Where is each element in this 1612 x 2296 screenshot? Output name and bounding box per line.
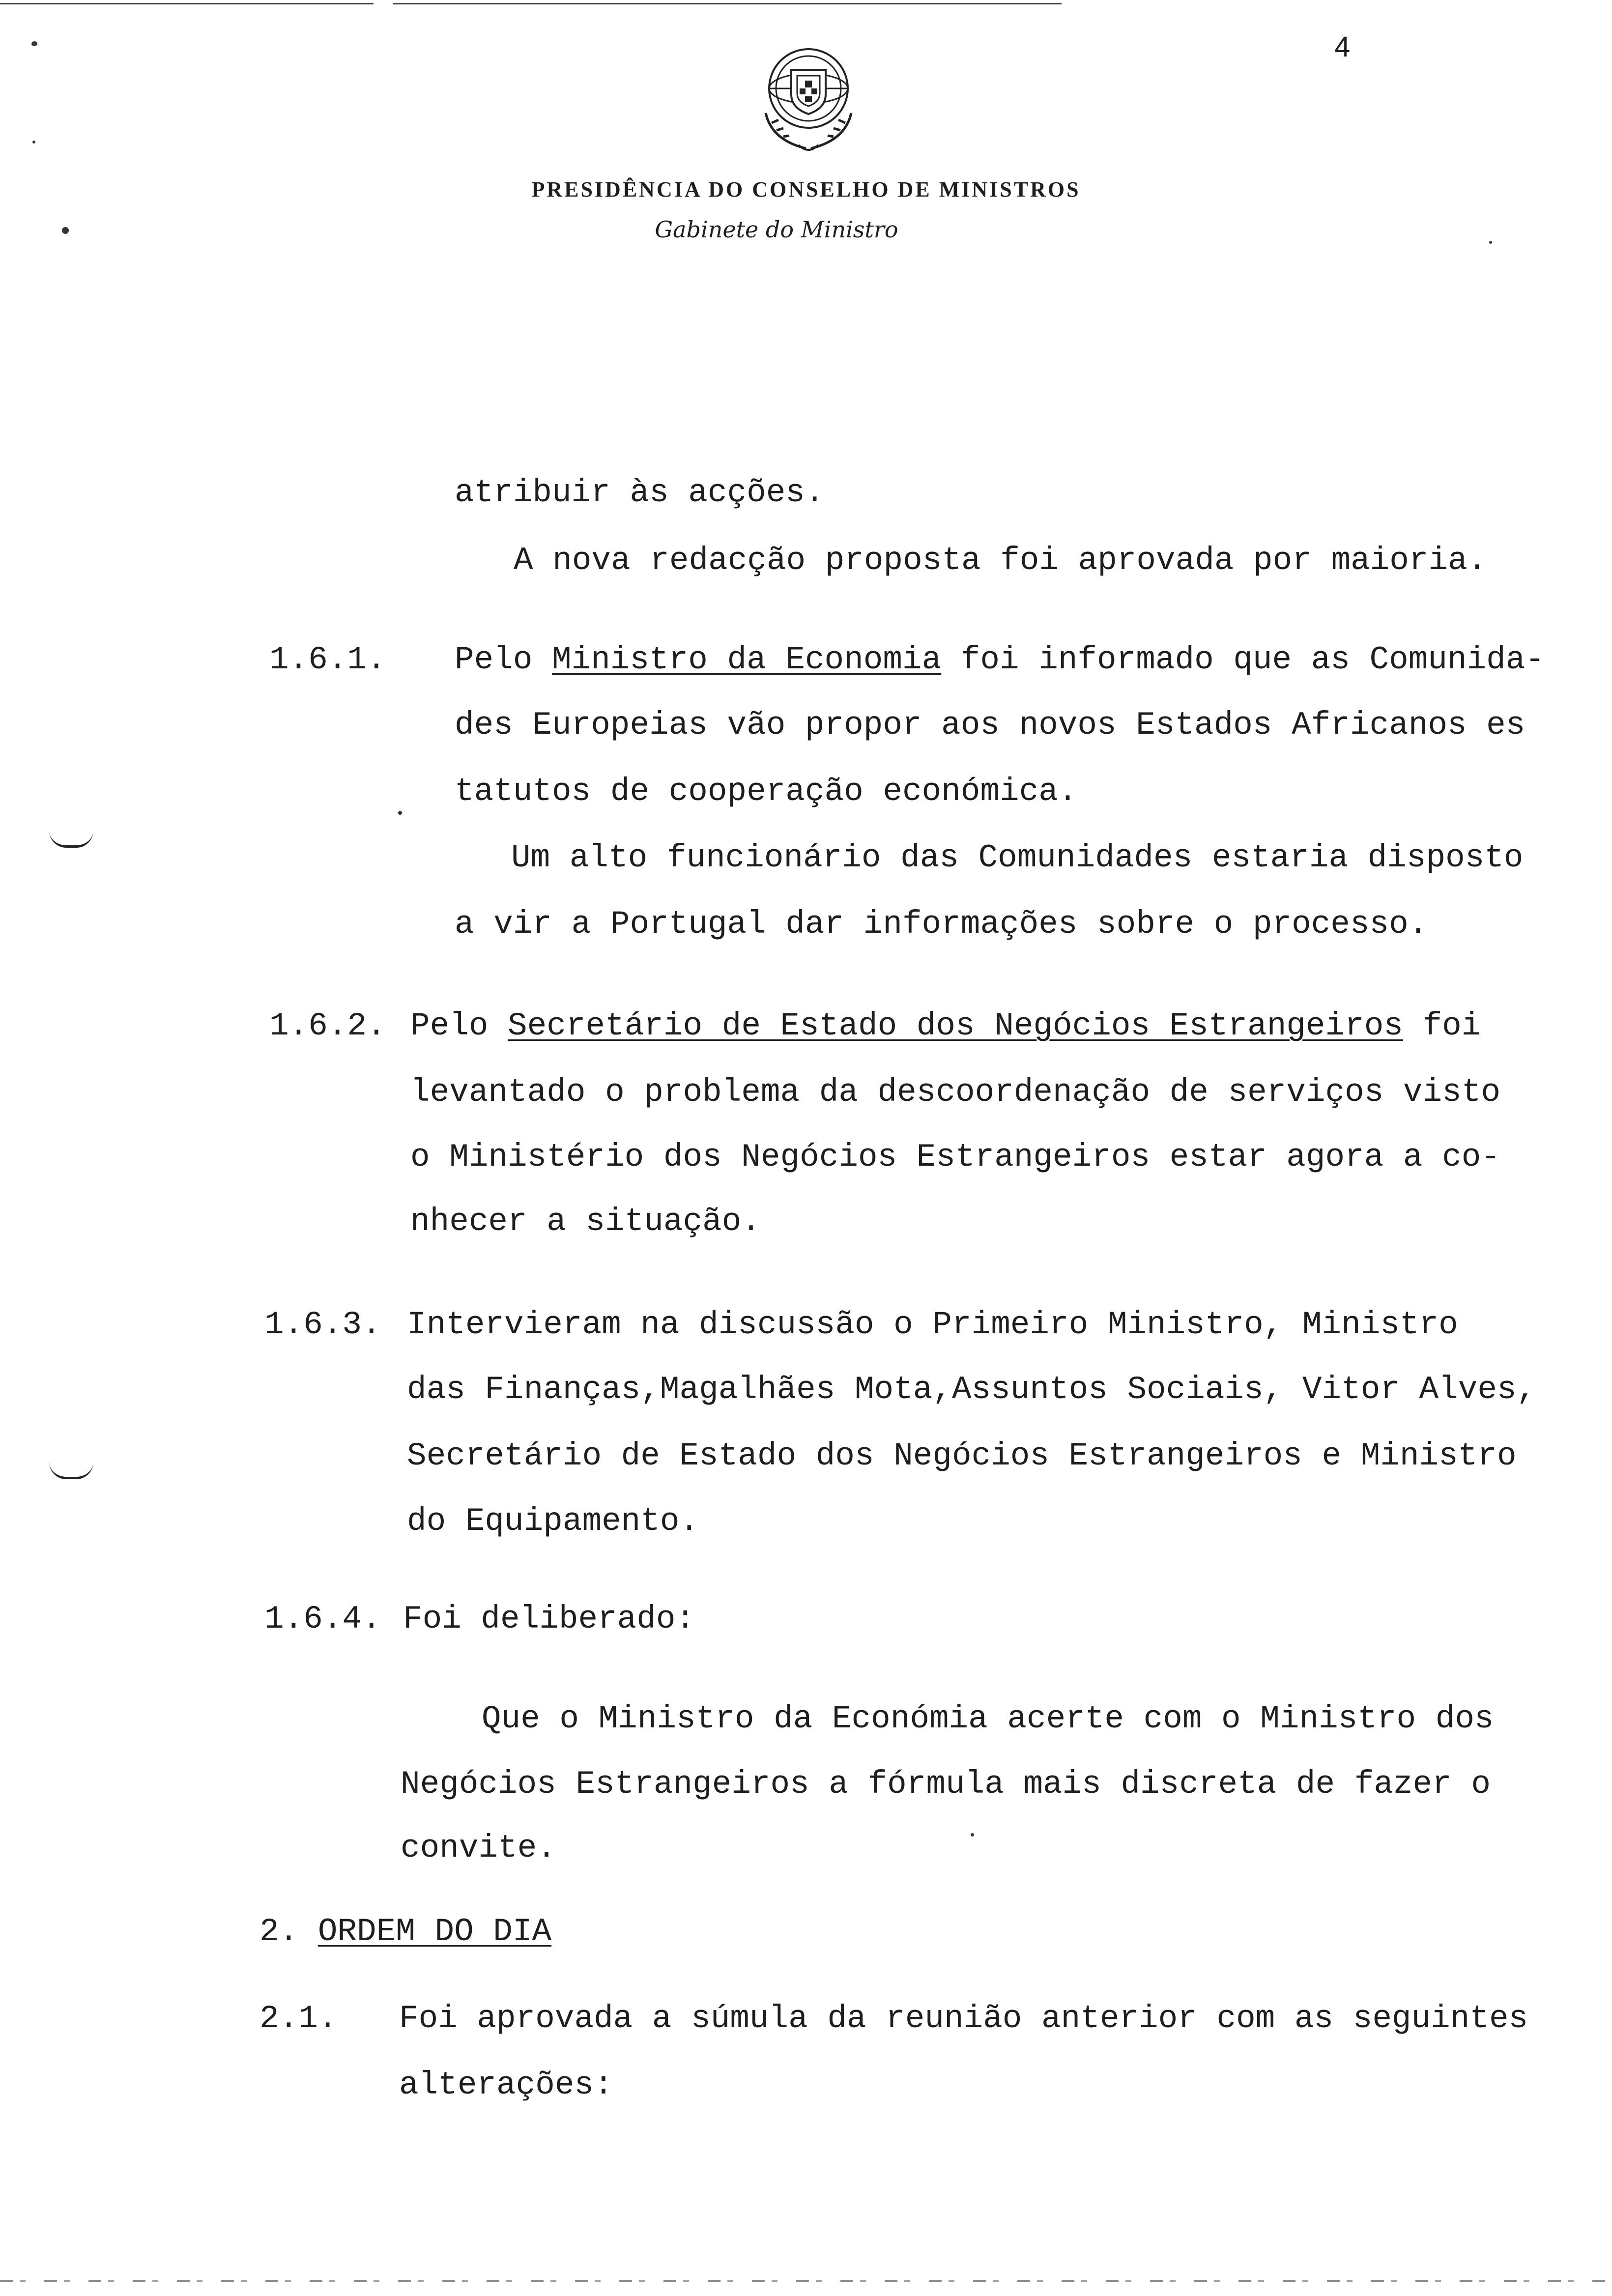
continuation-line: atribuir às acções. — [455, 474, 825, 511]
coat-of-arms-emblem — [752, 39, 865, 157]
item-text: tatutos de cooperação económica. — [455, 773, 1078, 810]
office-subtitle: Gabinete do Ministro — [655, 216, 898, 243]
item-text — [410, 1007, 1481, 1044]
scan-speck — [32, 141, 35, 144]
item-text: das Finanças,Magalhães Mota,Assuntos Sociais, Vitor Alves, — [407, 1371, 1536, 1408]
scan-speck — [31, 41, 37, 46]
item-text: convite. — [401, 1830, 556, 1866]
item-text: Foi deliberado: — [403, 1601, 695, 1637]
item-number: 2.1. — [259, 2000, 338, 2037]
page-number: 4 — [1334, 31, 1351, 63]
item-text: Intervieram na discussão o Primeiro Ministro, Ministro — [407, 1306, 1458, 1343]
item-text-segment: Pelo — [455, 641, 533, 678]
scan-speck — [971, 1833, 974, 1837]
binding-mark — [49, 1462, 93, 1479]
item-text-segment: Pelo — [410, 1007, 489, 1044]
scan-edge-line — [393, 3, 1062, 4]
binding-mark — [49, 831, 93, 848]
scan-edge-line — [0, 2280, 1612, 2282]
section-heading — [259, 1913, 552, 1950]
organization-title: PRESIDÊNCIA DO CONSELHO DE MINISTROS — [531, 177, 1081, 201]
underlined-entity: Ministro da Economia — [552, 641, 942, 678]
item-number: 1.6.2. — [269, 1007, 386, 1044]
item-text: Um alto funcionário das Comunidades estaria disposto — [511, 839, 1524, 876]
item-text: Negócios Estrangeiros a fórmula mais discreta de fazer o — [401, 1766, 1491, 1803]
item-text: Que o Ministro da Económia acerte com o Ministro dos — [482, 1700, 1494, 1737]
scan-edge-line — [0, 3, 374, 4]
item-text: a vir a Portugal dar informações sobre o processo. — [455, 906, 1428, 943]
item-text: nhecer a situação. — [410, 1203, 761, 1240]
item-text: Foi aprovada a súmula da reunião anterior com as seguintes — [399, 2000, 1528, 2037]
item-number: 1.6.3. — [264, 1306, 381, 1343]
item-text: des Europeias vão propor aos novos Estados Africanos es — [455, 707, 1526, 744]
item-text: do Equipamento. — [407, 1503, 699, 1540]
scan-speck — [398, 811, 402, 815]
item-text-segment: foi informado que as Comunida- — [960, 641, 1545, 678]
item-number: 1.6.1. — [269, 641, 386, 678]
item-text-segment: foi — [1422, 1007, 1481, 1044]
approval-statement: A nova redacção proposta foi aprovada por maioria. — [514, 542, 1487, 579]
item-text: Secretário de Estado dos Negócios Estrangeiros e Ministro — [407, 1437, 1517, 1474]
item-text: o Ministério dos Negócios Estrangeiros estar agora a co- — [410, 1139, 1500, 1176]
item-text — [455, 641, 1545, 678]
item-number: 1.6.4. — [264, 1601, 381, 1637]
item-text: alterações: — [399, 2066, 613, 2103]
underlined-entity: Secretário de Estado dos Negócios Estrangeiros — [508, 1007, 1403, 1044]
item-text: levantado o problema da descoordenação de serviços visto — [410, 1074, 1500, 1111]
section-title: ORDEM DO DIA — [317, 1913, 552, 1950]
section-number: 2. — [259, 1913, 299, 1950]
